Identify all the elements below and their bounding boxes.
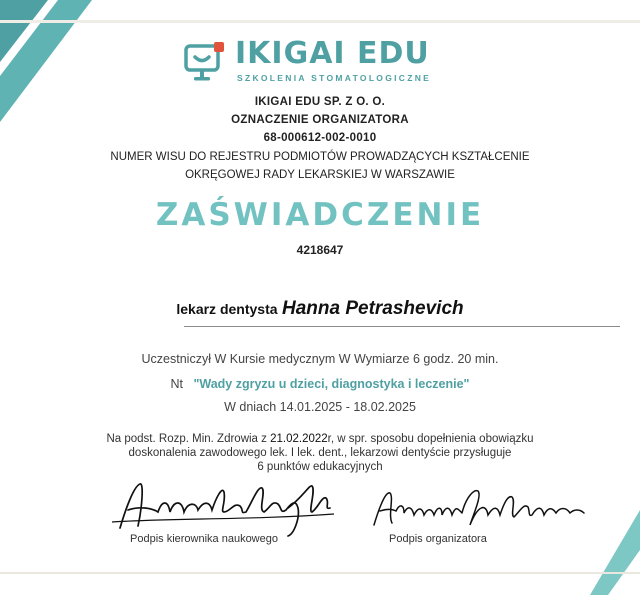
monitor-tooth-icon <box>183 40 229 86</box>
brand-name: IKIGAI EDU <box>235 36 430 71</box>
bottom-border <box>0 572 640 574</box>
recipient-label: lekarz dentysta <box>176 301 278 317</box>
course-dates: W dniach 14.01.2025 - 18.02.2025 <box>224 400 416 414</box>
register-line-2: OKRĘGOWEJ RADY LEKARSKIEJ W WARSZAWIE <box>185 169 455 181</box>
certificate-title: ZAŚWIADCZENIE <box>155 197 485 233</box>
organizer-code: 68-000612-002-0010 <box>263 132 377 144</box>
participation-text: Uczestniczył W Kursie medycznym W Wymiarze 6 godz. 20 min. <box>141 352 499 366</box>
legal-line-2: doskonalenia zawodowego lek. I lek. dent., lekarzowi dentyście przysługuje <box>128 447 512 459</box>
scientific-director-signature-label: Podpis kierownika naukowego <box>130 533 278 545</box>
top-corner-band <box>0 0 640 30</box>
topic-prefix: Nt <box>170 377 184 391</box>
recipient-name: Hanna Petrashevich <box>281 298 464 319</box>
organizer-signature-label: Podpis organizatora <box>389 533 487 545</box>
legal-line-1-suffix: r, w spr. sposobu dopełnienia obowiązku <box>327 433 534 445</box>
recipient-line <box>0 298 640 320</box>
organizer-label: OZNACZENIE ORGANIZATORA <box>231 114 409 126</box>
legal-line-1 <box>0 433 640 445</box>
company-name: IKIGAI EDU SP. Z O. O. <box>254 96 386 108</box>
organizer-signature <box>370 485 590 540</box>
divider <box>184 326 620 327</box>
course-topic: "Wady zgryzu u dzieci, diagnostyka i leczenie" <box>193 377 470 391</box>
legal-line-1-prefix: Na podst. Rozp. Min. Zdrowia z <box>106 433 271 445</box>
legal-regulation-date: 21.02.2022 <box>270 433 328 445</box>
register-line-1: NUMER WISU DO REJESTRU PODMIOTÓW PROWADZĄCYCH KSZTAŁCENIE <box>110 151 530 163</box>
scientific-director-signature <box>112 478 337 540</box>
certificate-number: 4218647 <box>296 243 344 257</box>
brand-logo <box>183 38 473 88</box>
brand-tagline: SZKOLENIA STOMATOLOGICZNE <box>237 73 432 83</box>
course-topic-line <box>0 377 640 391</box>
legal-line-3: 6 punktów edukacyjnych <box>257 461 383 473</box>
bottom-right-corner-stripes <box>590 510 640 595</box>
